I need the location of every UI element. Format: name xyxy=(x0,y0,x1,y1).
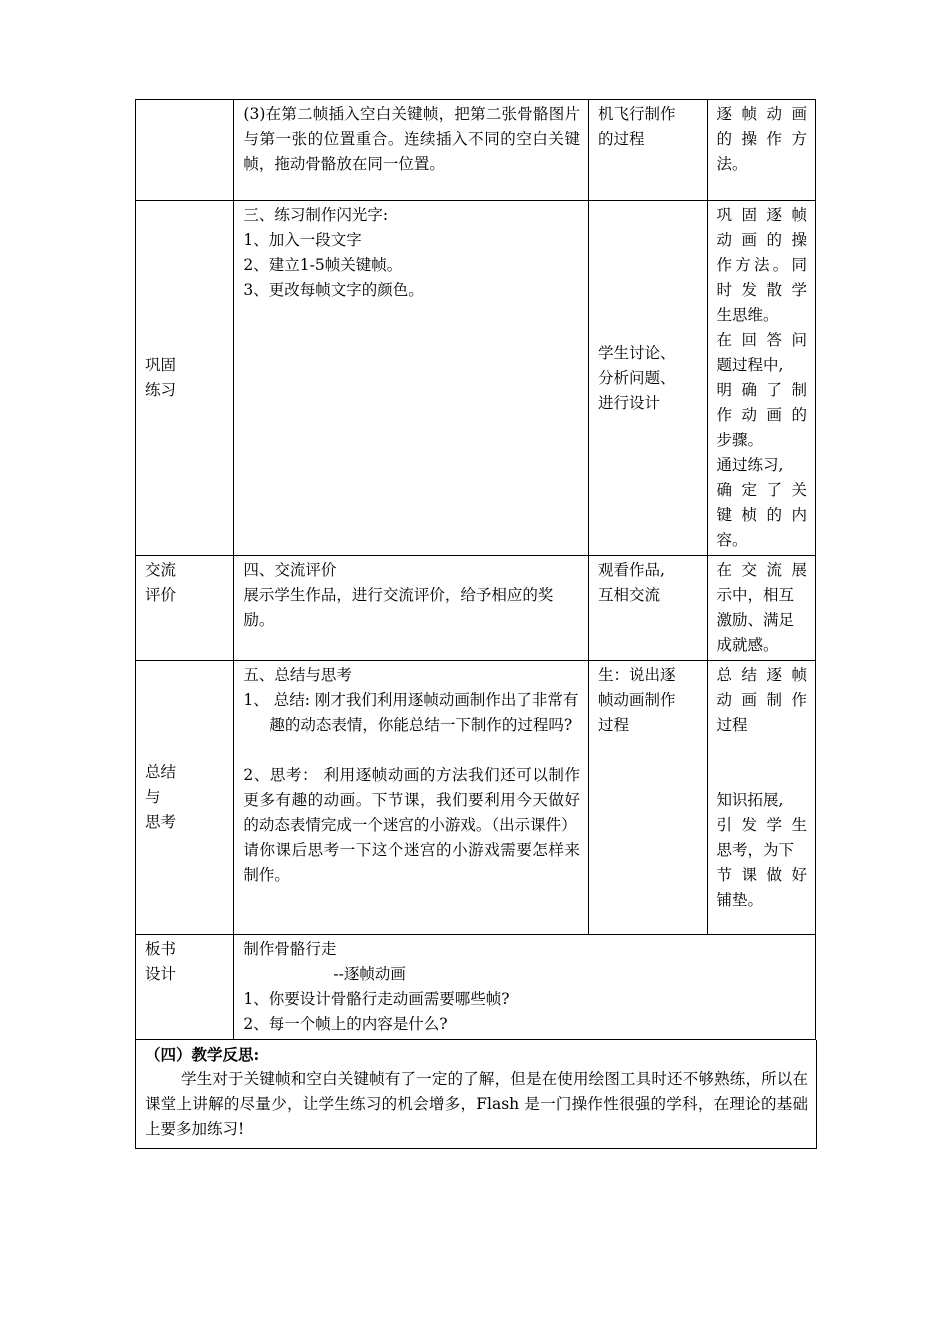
reflection-title: （四）教学反思: xyxy=(145,1045,260,1064)
student-text: 过程 xyxy=(597,716,629,734)
intent-text: 铺垫。 xyxy=(716,891,764,909)
board-title: 制作骨骼行走 xyxy=(243,940,337,958)
intent-text: 逐帧动画 xyxy=(716,105,807,123)
board-question: 1、你要设计骨骼行走动画需要哪些帧? xyxy=(243,990,510,1008)
intent-cell xyxy=(707,556,816,661)
intent-text: 键桢的内 xyxy=(716,506,807,524)
content-cell xyxy=(234,100,589,201)
board-subtitle: --逐帧动画 xyxy=(333,965,406,983)
student-text: 机飞行制作 xyxy=(597,105,676,123)
table-row xyxy=(136,201,816,556)
intent-text: 作方法。同 xyxy=(716,256,807,274)
stage-label: 交流 xyxy=(145,561,177,579)
content-text: 3、更改每帧文字的颜色。 xyxy=(243,281,424,299)
board-question: 2、每一个帧上的内容是什么? xyxy=(243,1015,448,1033)
student-text: 分析问题、 xyxy=(597,368,676,387)
intent-text: 通过练习, xyxy=(716,456,784,474)
intent-text: 引发学生 xyxy=(716,816,807,834)
table-row xyxy=(136,556,816,661)
content-cell xyxy=(234,201,589,556)
content-text: 四、交流评价 xyxy=(243,561,337,579)
student-text: 生：说出逐 xyxy=(597,666,676,684)
student-text: 帧动画制作 xyxy=(597,691,676,709)
student-text: 的过程 xyxy=(597,130,645,148)
intent-text: 节课做好 xyxy=(716,866,807,884)
spacer xyxy=(717,738,808,763)
student-text: 学生讨论、 xyxy=(597,343,676,362)
content-text: 五、总结与思考 xyxy=(243,666,352,684)
student-cell xyxy=(588,556,707,661)
table-row xyxy=(136,100,816,201)
intent-text: 明确了制 xyxy=(716,381,807,399)
table-row xyxy=(136,935,816,1040)
intent-text: 过程 xyxy=(716,716,748,734)
intent-text: 题过程中, xyxy=(716,356,784,374)
stage-label: 设计 xyxy=(145,965,177,983)
stage-cell xyxy=(136,556,234,661)
intent-text: 法。 xyxy=(716,155,748,173)
intent-cell xyxy=(707,100,816,201)
content-text: (3)在第二帧插入空白关键帧，把第二张骨骼图片与第一张的位置重合。连续插入不同的空白关键帧，拖动骨骼放在同一位置。 xyxy=(243,105,580,173)
stage-label: 板书 xyxy=(145,940,177,958)
intent-text: 巩固逐帧 xyxy=(716,206,807,224)
content-cell xyxy=(234,661,589,935)
stage-label: 思考 xyxy=(145,813,177,831)
intent-text: 时发散学 xyxy=(716,281,807,299)
lesson-plan-page xyxy=(135,99,816,1149)
intent-text: 总结逐帧 xyxy=(716,666,807,684)
stage-cell xyxy=(136,661,234,935)
stage-label: 巩固 xyxy=(145,356,177,374)
content-text: 展示学生作品，进行交流评价，给予相应的奖励。 xyxy=(243,586,554,629)
intent-text: 示中，相互 xyxy=(716,586,795,604)
content-text: 三、练习制作闪光字: xyxy=(243,206,389,224)
stage-label: 与 xyxy=(145,788,161,806)
intent-cell xyxy=(707,201,816,556)
stage-cell xyxy=(136,935,234,1040)
student-text: 观看作品, xyxy=(597,561,665,579)
content-text: 请你课后思考一下这个迷宫的小游戏需要怎样来制作。 xyxy=(243,841,580,884)
intent-text: 思考，为下 xyxy=(716,841,795,859)
stage-cell xyxy=(136,100,234,201)
board-content-cell xyxy=(234,935,816,1040)
intent-text: 步骤。 xyxy=(716,431,764,449)
summary-label: 1、 总结: xyxy=(243,691,310,709)
intent-text: 动画的操 xyxy=(716,231,807,249)
lesson-table xyxy=(135,99,816,1040)
spacer xyxy=(243,738,580,763)
intent-text: 在回答问 xyxy=(716,331,807,349)
reflection-body: 学生对于关键帧和空白关键帧有了一定的了解，但是在使用绘图工具时还不够熟练，所以在课堂上讲解的尽量少，让学生练习的机会增多，Flash 是一门操作性很强的学科，在理论的基础上要多加练习! xyxy=(145,1070,808,1138)
table-row xyxy=(136,661,816,935)
intent-text: 在交流展 xyxy=(716,561,807,579)
intent-text: 动画制作 xyxy=(716,691,807,709)
content-text: 2、思考： 利用逐帧动画的方法我们还可以制作更多有趣的动画。下节课，我们要利用今天做好的动态表情完成一个迷宫的小游戏。（出示课件） xyxy=(243,766,580,834)
intent-text: 知识拓展, xyxy=(716,791,784,809)
student-text: 互相交流 xyxy=(597,586,660,604)
intent-text: 容。 xyxy=(716,531,748,549)
spacer xyxy=(717,763,808,788)
stage-label: 总结 xyxy=(145,763,177,781)
content-text: 1、加入一段文字 xyxy=(243,231,362,249)
intent-text: 确定了关 xyxy=(716,481,807,499)
intent-text: 作动画的 xyxy=(716,406,807,424)
summary-block xyxy=(243,688,580,738)
stage-cell xyxy=(136,201,234,556)
student-cell xyxy=(588,201,707,556)
stage-label: 练习 xyxy=(145,381,177,399)
intent-text: 成就感。 xyxy=(716,636,779,654)
student-text: 进行设计 xyxy=(597,393,660,412)
intent-text: 生思维。 xyxy=(716,306,779,324)
content-text: 2、建立1-5帧关键帧。 xyxy=(243,256,403,274)
stage-label: 评价 xyxy=(145,586,177,604)
summary-text: 刚才我们利用逐帧动画制作出了非常有趣的动态表情，你能总结一下制作的过程吗? xyxy=(269,691,579,734)
teaching-reflection xyxy=(135,1040,817,1149)
intent-cell xyxy=(707,661,816,935)
content-cell xyxy=(234,556,589,661)
student-cell xyxy=(588,661,707,935)
intent-text: 的操作方 xyxy=(716,130,807,148)
intent-text: 激励、满足 xyxy=(716,611,795,629)
student-cell xyxy=(588,100,707,201)
